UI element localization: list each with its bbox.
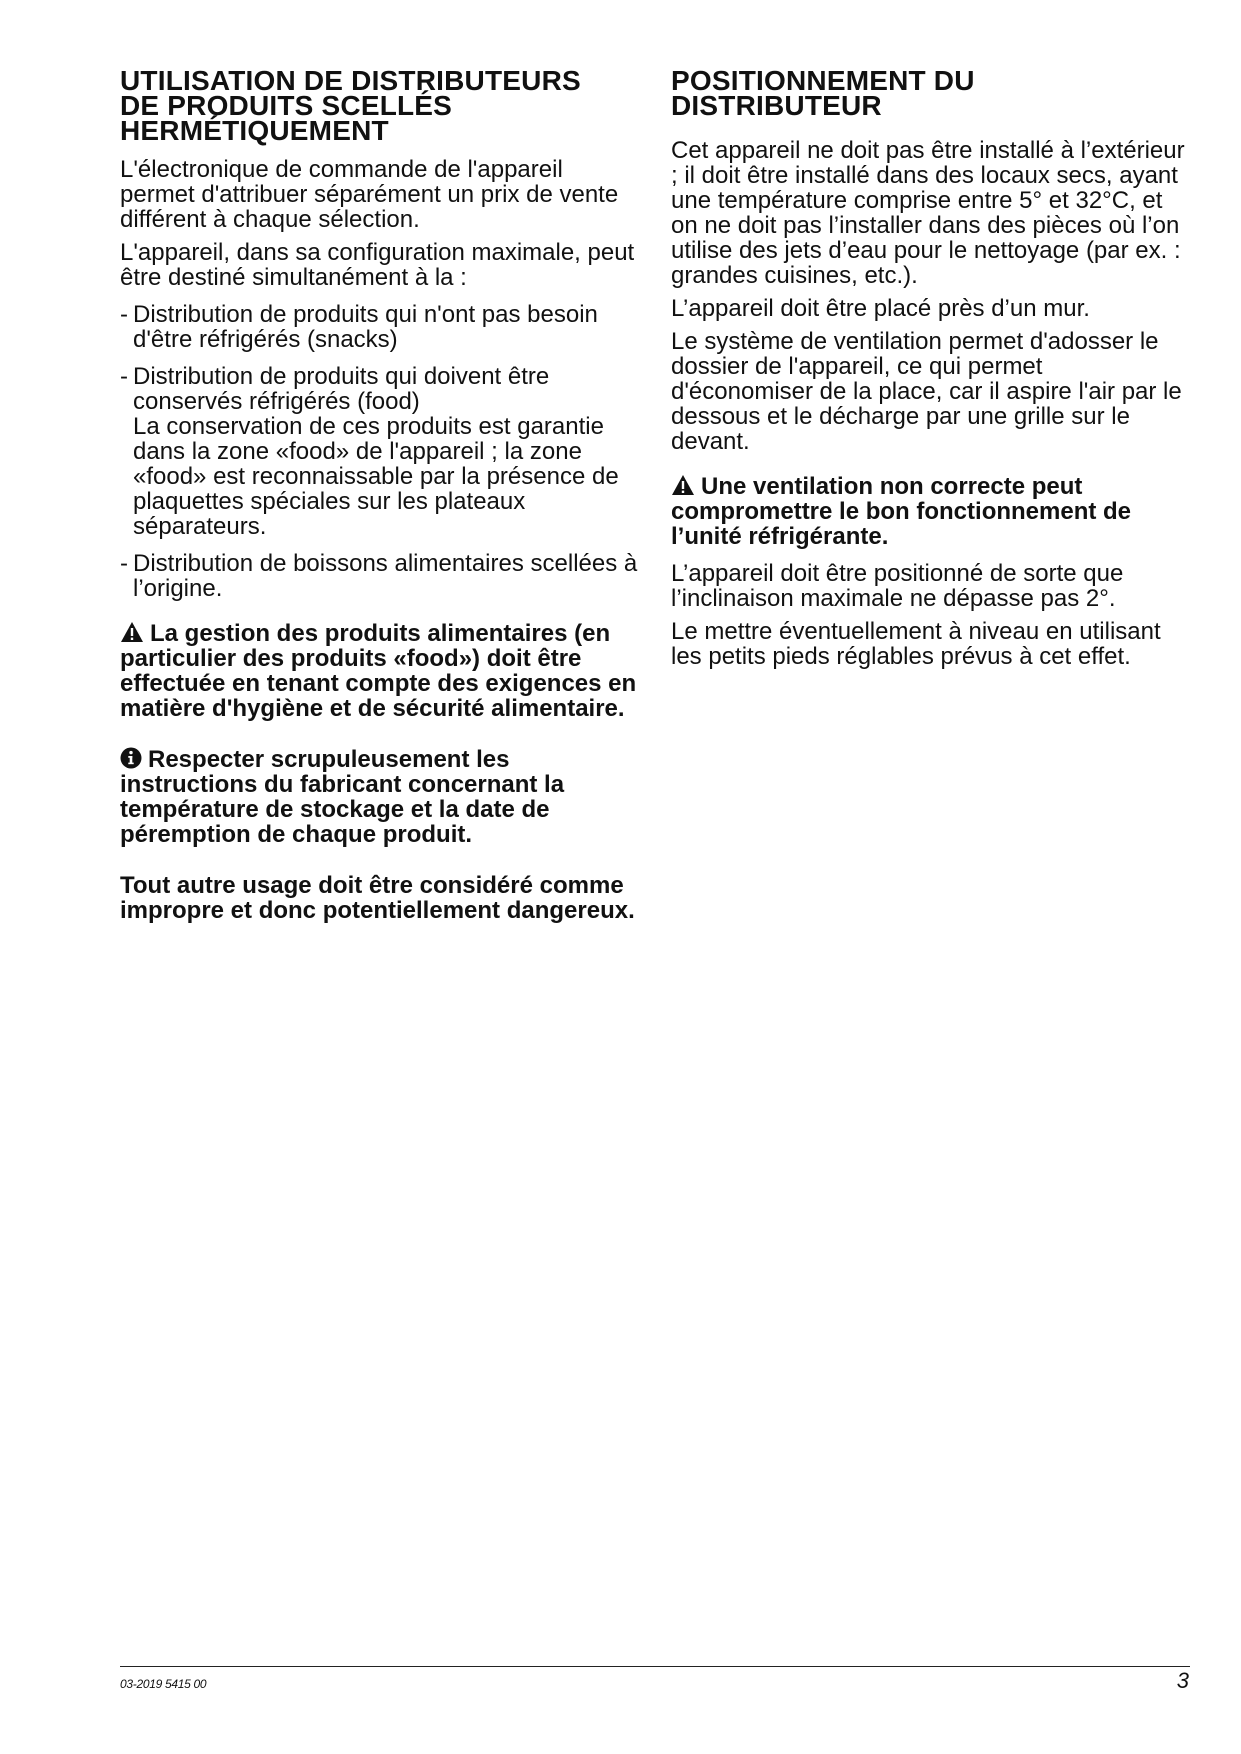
info-text: Respecter scrupuleusement les instructions du fabricant concernant la température de stockage et la date de péremption de chaque produit. — [120, 746, 565, 848]
warning-text: Une ventilation non correcte peut compromettre le bon fonctionnement de l’unité réfrigérante. — [671, 473, 1132, 550]
bullet-dash: - — [120, 301, 128, 328]
page-number: 3 — [1176, 1668, 1189, 1693]
list-item — [120, 302, 640, 352]
section-heading-usage — [120, 65, 640, 146]
heading-line: HERMÉTIQUEMENT — [120, 115, 389, 146]
warning-icon — [671, 474, 695, 496]
warning-note — [120, 621, 640, 721]
list-item-text: Distribution de boissons alimentaires scellées à l’origine. — [133, 550, 638, 602]
right-column — [671, 65, 1191, 677]
paragraph: L'appareil, dans sa configuration maximale, peut être destiné simultanément à la : — [120, 239, 635, 291]
heading-line: DISTRIBUTEUR — [671, 90, 882, 121]
bullet-dash: - — [120, 363, 128, 390]
info-icon — [120, 747, 142, 769]
section-heading-positioning — [671, 65, 1191, 121]
paragraph: L’appareil doit être positionné de sorte que l’inclinaison maximale ne dépasse pas 2°. — [671, 560, 1124, 612]
info-note — [120, 747, 640, 847]
heading-line: UTILISATION DE DISTRIBUTEURS — [120, 65, 581, 96]
footer-divider — [120, 1666, 1190, 1667]
bullet-dash: - — [120, 550, 128, 577]
document-code: 03-2019 5415 00 — [120, 1677, 207, 1691]
warning-note — [671, 474, 1191, 549]
list-item — [120, 551, 640, 601]
paragraph: Le mettre éventuellement à niveau en utilisant les petits pieds réglables prévus à cet effet. — [671, 618, 1161, 670]
closing-note: Tout autre usage doit être considéré comme impropre et donc potentiellement dangereux. — [120, 872, 635, 924]
list-item-detail: La conservation de ces produits est garantie dans la zone «food» de l'appareil ; la zone «food» est reconnaissable par la présence de plaquettes spéciales sur les plateaux séparateurs. — [133, 413, 619, 540]
warning-icon — [120, 621, 144, 643]
paragraph: Cet appareil ne doit pas être installé à l’extérieur ; il doit être installé dans des locaux secs, ayant une température comprise entre 5° et 32°C, et on ne doit pas l’installer dans des pièces où l’on utilise des jets d’eau pour le nettoyage (par ex. : grandes cuisines, etc.). — [671, 137, 1185, 289]
heading-line: POSITIONNEMENT DU — [671, 65, 975, 96]
paragraph: L’appareil doit être placé près d’un mur. — [671, 295, 1090, 322]
list-item-text: Distribution de produits qui n'ont pas besoin d'être réfrigérés (snacks) — [133, 301, 598, 353]
left-column — [120, 65, 640, 949]
list-item — [120, 364, 640, 539]
paragraph: Le système de ventilation permet d'adosser le dossier de l'appareil, ce qui permet d'économiser de la place, car il aspire l'air par le dessous et le décharge par une grille sur le devant. — [671, 328, 1182, 455]
paragraph: L'électronique de commande de l'appareil permet d'attribuer séparément un prix de vente différent à chaque sélection. — [120, 156, 619, 233]
warning-text: La gestion des produits alimentaires (en particulier des produits «food») doit être effectuée en tenant compte des exigences en matière d'hygiène et de sécurité alimentaire. — [120, 620, 637, 722]
heading-line: DE PRODUITS SCELLÉS — [120, 90, 453, 121]
list-item-text: Distribution de produits qui doivent être conservés réfrigérés (food) — [133, 363, 550, 415]
